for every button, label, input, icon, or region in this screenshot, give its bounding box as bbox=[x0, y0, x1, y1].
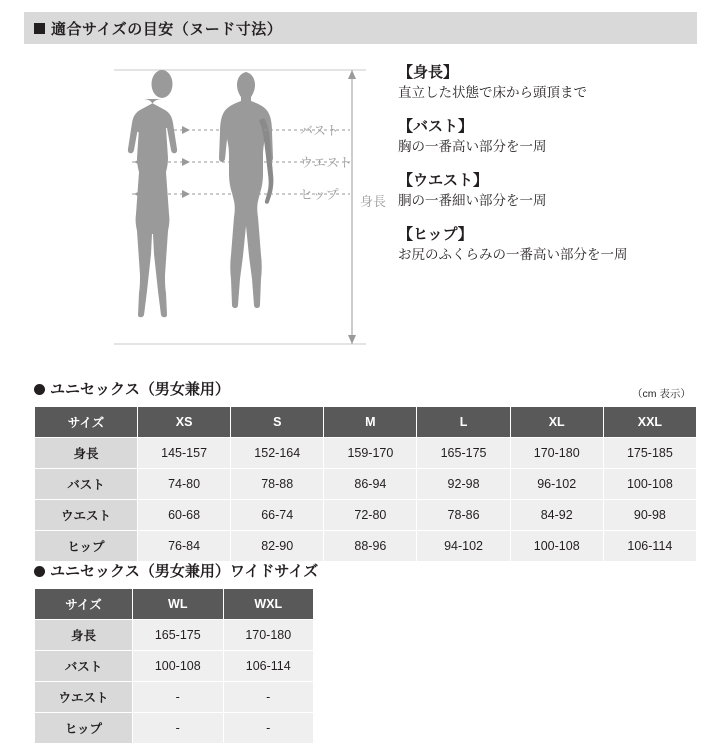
col-header-4: L bbox=[417, 407, 510, 438]
table-cell: 74-80 bbox=[138, 469, 231, 500]
table-cell: 94-102 bbox=[417, 531, 510, 562]
row-label: ヒップ bbox=[35, 713, 133, 744]
table1-unit-note: （cm 表示） bbox=[632, 388, 691, 400]
definition-desc: 胸の一番高い部分を一周 bbox=[398, 139, 547, 154]
side-body-silhouette bbox=[219, 72, 273, 308]
table-cell: 100-108 bbox=[133, 651, 224, 682]
table-cell: 159-170 bbox=[324, 438, 417, 469]
hip-label: ヒップ bbox=[300, 187, 339, 202]
col-header-1: XS bbox=[138, 407, 231, 438]
page-title: 適合サイズの目安（ヌード寸法） bbox=[51, 20, 283, 38]
table-cell: 88-96 bbox=[324, 531, 417, 562]
table-cell: 106-114 bbox=[603, 531, 696, 562]
table-cell: 90-98 bbox=[603, 500, 696, 531]
table-cell: 86-94 bbox=[324, 469, 417, 500]
row-label: バスト bbox=[35, 651, 133, 682]
table-cell: 72-80 bbox=[324, 500, 417, 531]
table-cell: - bbox=[223, 682, 314, 713]
table-row bbox=[35, 620, 314, 651]
definition-height bbox=[398, 62, 698, 103]
row-label: ウエスト bbox=[35, 500, 138, 531]
table-cell: 76-84 bbox=[138, 531, 231, 562]
table-cell: 92-98 bbox=[417, 469, 510, 500]
table-row bbox=[35, 500, 697, 531]
table-cell: 100-108 bbox=[510, 531, 603, 562]
table-cell: 84-92 bbox=[510, 500, 603, 531]
definition-desc: 胴の一番細い部分を一周 bbox=[398, 193, 547, 208]
waist-label: ウエスト bbox=[300, 155, 353, 170]
table1-title bbox=[34, 378, 230, 399]
table-header-row bbox=[35, 589, 314, 620]
table-cell: 175-185 bbox=[603, 438, 696, 469]
definition-desc: お尻のふくらみの一番高い部分を一周 bbox=[398, 247, 628, 262]
measurement-definitions bbox=[398, 62, 698, 278]
table-cell: 170-180 bbox=[223, 620, 314, 651]
table-cell: 106-114 bbox=[223, 651, 314, 682]
table-cell: 100-108 bbox=[603, 469, 696, 500]
row-label: バスト bbox=[35, 469, 138, 500]
table-row bbox=[35, 713, 314, 744]
table2-title-text: ユニセックス（男女兼用）ワイドサイズ bbox=[50, 563, 319, 580]
table-cell: 170-180 bbox=[510, 438, 603, 469]
table-cell: 165-175 bbox=[417, 438, 510, 469]
table-row bbox=[35, 469, 697, 500]
definition-term: 【身長】 bbox=[398, 64, 459, 81]
table-cell: 82-90 bbox=[231, 531, 324, 562]
table-row bbox=[35, 682, 314, 713]
definition-hip bbox=[398, 224, 698, 265]
row-label: 身長 bbox=[35, 438, 138, 469]
height-measure-line bbox=[348, 70, 356, 344]
round-bullet-icon bbox=[34, 566, 45, 577]
bust-label: バスト bbox=[300, 123, 340, 138]
table2-title bbox=[34, 560, 318, 581]
col-header-0: サイズ bbox=[35, 407, 138, 438]
table-cell: 96-102 bbox=[510, 469, 603, 500]
table-cell: - bbox=[223, 713, 314, 744]
definition-term: 【ヒップ】 bbox=[398, 226, 473, 243]
table-row bbox=[35, 438, 697, 469]
col-header-2: S bbox=[231, 407, 324, 438]
table-cell: 165-175 bbox=[133, 620, 224, 651]
definition-waist bbox=[398, 170, 698, 211]
table-cell: 78-86 bbox=[417, 500, 510, 531]
col-header-5: XL bbox=[510, 407, 603, 438]
square-bullet-icon bbox=[34, 23, 45, 34]
definition-bust bbox=[398, 116, 698, 157]
table-row bbox=[35, 531, 697, 562]
table-cell: 66-74 bbox=[231, 500, 324, 531]
table-cell: 60-68 bbox=[138, 500, 231, 531]
col-header-2: WXL bbox=[223, 589, 314, 620]
table-cell: 152-164 bbox=[231, 438, 324, 469]
round-bullet-icon bbox=[34, 384, 45, 395]
col-header-3: M bbox=[324, 407, 417, 438]
definition-term: 【バスト】 bbox=[398, 118, 474, 135]
col-header-0: サイズ bbox=[35, 589, 133, 620]
height-label: 身長 bbox=[360, 194, 387, 209]
table-cell: - bbox=[133, 713, 224, 744]
table-cell: - bbox=[133, 682, 224, 713]
definition-desc: 直立した状態で床から頭頂まで bbox=[398, 85, 587, 100]
row-label: ヒップ bbox=[35, 531, 138, 562]
definition-term: 【ウエスト】 bbox=[398, 172, 489, 189]
table-cell: 145-157 bbox=[138, 438, 231, 469]
col-header-6: XXL bbox=[603, 407, 696, 438]
table-cell: 78-88 bbox=[231, 469, 324, 500]
human-figures-diagram bbox=[104, 56, 404, 356]
table-row bbox=[35, 651, 314, 682]
row-label: ウエスト bbox=[35, 682, 133, 713]
col-header-1: WL bbox=[133, 589, 224, 620]
unisex-size-table bbox=[34, 406, 697, 562]
section-header-bar bbox=[24, 12, 697, 44]
row-label: 身長 bbox=[35, 620, 133, 651]
table1-title-text: ユニセックス（男女兼用） bbox=[50, 381, 230, 398]
table-header-row bbox=[35, 407, 697, 438]
